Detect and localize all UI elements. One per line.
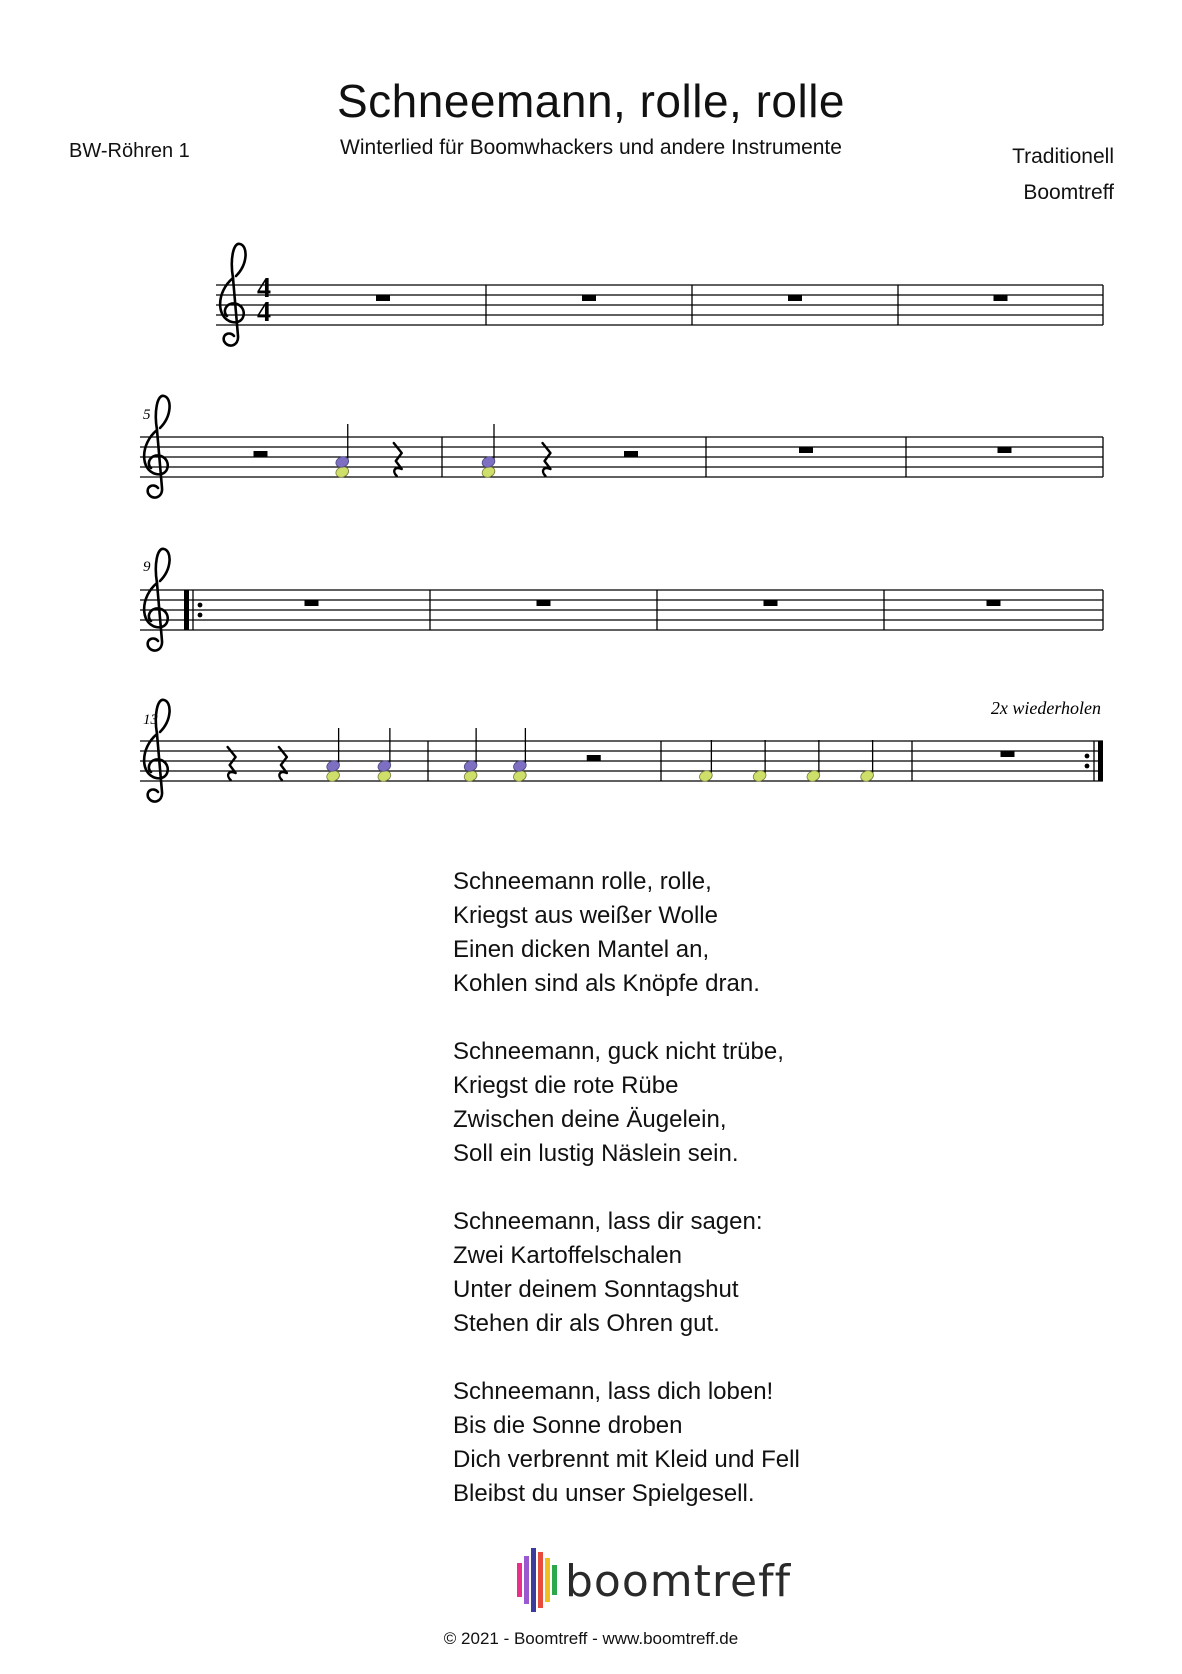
- repeat-dot: [198, 613, 203, 618]
- whole-rest: [1001, 751, 1015, 757]
- whole-rest: [582, 295, 596, 301]
- half-rest: [624, 451, 638, 457]
- lyric-line: Zwei Kartoffelschalen: [453, 1242, 683, 1269]
- quarter-rest: [543, 443, 551, 476]
- half-rest: [587, 755, 601, 761]
- quarter-rest: [394, 443, 402, 476]
- time-signature-top: 4: [257, 273, 271, 304]
- lyric-line: Zwischen deine Äugelein,: [453, 1106, 727, 1133]
- lyric-line: Schneemann rolle, rolle,: [453, 868, 712, 895]
- arranger-label: Boomtreff: [1023, 181, 1114, 204]
- logo-bar: [517, 1563, 522, 1597]
- measure-number: 9: [143, 559, 151, 575]
- logo-bar: [524, 1556, 529, 1604]
- repeat-dot: [1085, 754, 1090, 759]
- logo-bar: [552, 1565, 557, 1595]
- lyric-line: Dich verbrennt mit Kleid und Fell: [453, 1446, 800, 1473]
- lyric-line: Schneemann, guck nicht trübe,: [453, 1038, 784, 1065]
- measure-number: 13: [143, 712, 158, 728]
- lyrics-verse-3: [453, 1205, 763, 1341]
- logo-bar: [531, 1548, 536, 1612]
- lyric-line: Schneemann, lass dich loben!: [453, 1378, 774, 1405]
- whole-rest: [799, 447, 813, 453]
- logo-bar: [545, 1558, 550, 1602]
- whole-rest: [537, 600, 551, 606]
- lyrics-verse-4: [453, 1375, 800, 1511]
- lyric-line: Kriegst die rote Rübe: [453, 1072, 679, 1099]
- lyric-line: Stehen dir als Ohren gut.: [453, 1310, 720, 1337]
- lyric-line: Schneemann, lass dir sagen:: [453, 1208, 763, 1235]
- lyric-line: Soll ein lustig Näslein sein.: [453, 1140, 739, 1167]
- repeat-instruction: 2x wiederholen: [990, 698, 1101, 718]
- repeat-start-bar: [184, 590, 189, 630]
- logo-text: boomtreff: [565, 1556, 792, 1607]
- logo-bars-icon: [517, 1548, 557, 1612]
- repeat-dot: [1085, 764, 1090, 769]
- lyric-line: Kriegst aus weißer Wolle: [453, 902, 718, 929]
- time-signature-bottom: 4: [257, 297, 271, 328]
- lyric-line: Einen dicken Mantel an,: [453, 936, 710, 963]
- final-barline: [1098, 741, 1103, 781]
- whole-rest: [987, 600, 1001, 606]
- boomtreff-logo: [515, 1544, 792, 1616]
- logo-bar: [538, 1552, 543, 1608]
- whole-rest: [994, 295, 1008, 301]
- lyric-line: Unter deinem Sonntagshut: [453, 1276, 739, 1303]
- part-label: BW-Röhren 1: [69, 140, 190, 162]
- quarter-rest: [228, 747, 236, 780]
- lyric-line: Bleibst du unser Spielgesell.: [453, 1480, 755, 1507]
- lyrics-verse-2: [453, 1035, 784, 1171]
- song-subtitle: Winterlied für Boomwhackers und andere Instrumente: [340, 136, 842, 159]
- footer-copyright: © 2021 - Boomtreff - www.boomtreff.de: [443, 1629, 739, 1648]
- lyric-line: Kohlen sind als Knöpfe dran.: [453, 970, 760, 997]
- whole-rest: [376, 295, 390, 301]
- measure-number: 5: [143, 407, 151, 423]
- whole-rest: [764, 600, 778, 606]
- lyric-line: Bis die Sonne droben: [453, 1412, 683, 1439]
- whole-rest: [305, 600, 319, 606]
- whole-rest: [998, 447, 1012, 453]
- composer-label: Traditionell: [1012, 145, 1114, 168]
- song-title: Schneemann, rolle, rolle: [336, 75, 846, 127]
- quarter-rest: [279, 747, 287, 780]
- half-rest: [254, 451, 268, 457]
- lyrics-verse-1: [453, 865, 760, 1001]
- repeat-dot: [198, 603, 203, 608]
- music-score: [0, 0, 1182, 820]
- whole-rest: [788, 295, 802, 301]
